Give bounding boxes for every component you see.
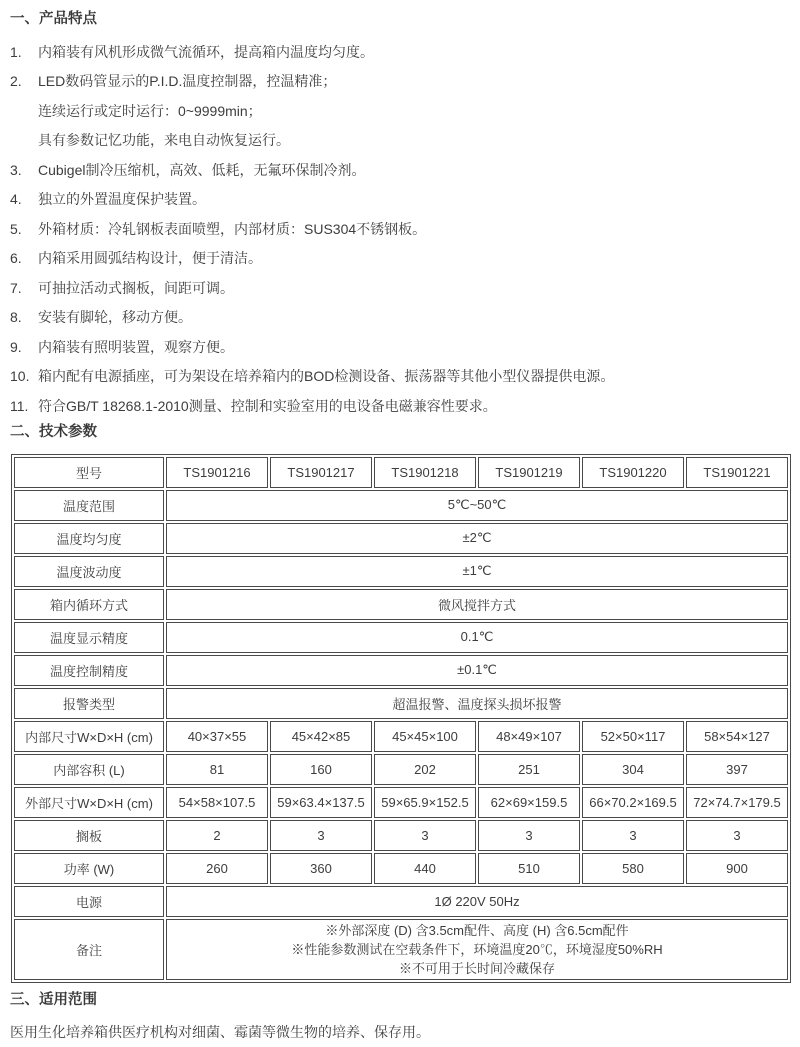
table-row-circulation — [14, 589, 788, 620]
spec-label-cell: 电源 — [14, 886, 164, 917]
table-row-temp-uniformity — [14, 523, 788, 554]
feature-text: LED数码管显示的P.I.D.温度控制器，控温精准； — [38, 73, 337, 90]
spec-label-cell: 温度均匀度 — [14, 523, 164, 554]
feature-number: 5. — [10, 220, 22, 237]
table-row-alarm-type — [14, 688, 788, 719]
table-row-temp-range — [14, 490, 788, 521]
table-row-temp-fluctuation — [14, 556, 788, 587]
feature-number: 7. — [10, 279, 22, 296]
feature-text: 具有参数记忆功能，来电自动恢复运行。 — [38, 132, 290, 149]
spec-remarks-cell — [166, 919, 788, 980]
table-row-model — [14, 457, 788, 488]
spec-value-cell: 1Ø 220V 50Hz — [166, 886, 788, 917]
spec-value-cell: 58×54×127 — [686, 721, 788, 752]
spec-label-cell: 箱内循环方式 — [14, 589, 164, 620]
spec-label-cell: 温度波动度 — [14, 556, 164, 587]
spec-value-cell: ±1℃ — [166, 556, 788, 587]
spec-label-cell: 内部尺寸W×D×H (cm) — [14, 721, 164, 752]
spec-label-cell: 温度控制精度 — [14, 655, 164, 686]
spec-value-cell: TS1901219 — [478, 457, 580, 488]
spec-value-cell: 440 — [374, 853, 476, 884]
spec-value-cell: 3 — [478, 820, 580, 851]
feature-text: 外箱材质：冷轧钢板表面喷塑，内部材质：SUS304不锈钢板。 — [38, 220, 427, 237]
spec-value-cell: 580 — [582, 853, 684, 884]
remark-line: ※不可用于长时间冷藏保存 — [398, 960, 555, 976]
scope-text: 医用生化培养箱供医疗机构对细菌、霉菌等微生物的培养、保存用。 — [10, 1024, 430, 1040]
table-row-inner-size — [14, 721, 788, 752]
features-heading: 一、产品特点 — [10, 11, 97, 27]
spec-label-cell: 搁板 — [14, 820, 164, 851]
spec-table — [11, 454, 791, 983]
spec-value-cell: 0.1℃ — [166, 622, 788, 653]
remark-line: ※外部深度 (D) 含3.5cm配件、高度 (H) 含6.5cm配件 — [325, 922, 629, 938]
table-row-shelves — [14, 820, 788, 851]
spec-value-cell: 3 — [582, 820, 684, 851]
spec-value-cell: 81 — [166, 754, 268, 785]
feature-line — [10, 244, 790, 274]
spec-label-cell: 备注 — [14, 919, 164, 980]
feature-number: 1. — [10, 43, 22, 60]
feature-line — [10, 185, 790, 215]
feature-line — [10, 332, 790, 362]
spec-label-cell: 温度显示精度 — [14, 622, 164, 653]
feature-line — [10, 126, 790, 156]
feature-number: 3. — [10, 161, 22, 178]
spec-value-cell: 3 — [270, 820, 372, 851]
scope-heading: 三、适用范围 — [10, 991, 97, 1008]
spec-value-cell: 900 — [686, 853, 788, 884]
table-row-volume — [14, 754, 788, 785]
spec-label-cell: 型号 — [14, 457, 164, 488]
feature-text: 内箱装有风机形成微气流循环，提高箱内温度均匀度。 — [38, 43, 374, 60]
feature-text: 安装有脚轮，移动方便。 — [38, 309, 192, 326]
spec-value-cell: 微风搅拌方式 — [166, 589, 788, 620]
spec-value-cell: 54×58×107.5 — [166, 787, 268, 818]
spec-value-cell: 160 — [270, 754, 372, 785]
spec-value-cell: 360 — [270, 853, 372, 884]
feature-line — [10, 362, 790, 392]
spec-value-cell: 40×37×55 — [166, 721, 268, 752]
remark-line: ※性能参数测试在空载条件下，环境温度20℃，环境湿度50%RH — [291, 941, 663, 957]
table-row-outer-size — [14, 787, 788, 818]
spec-value-cell: 59×65.9×152.5 — [374, 787, 476, 818]
spec-label-cell: 报警类型 — [14, 688, 164, 719]
spec-value-cell: 202 — [374, 754, 476, 785]
spec-value-cell: 3 — [686, 820, 788, 851]
spec-value-cell: 251 — [478, 754, 580, 785]
spec-value-cell: 5℃~50℃ — [166, 490, 788, 521]
feature-number: 4. — [10, 191, 22, 208]
spec-value-cell: TS1901220 — [582, 457, 684, 488]
spec-value-cell: 45×45×100 — [374, 721, 476, 752]
spec-value-cell: 66×70.2×169.5 — [582, 787, 684, 818]
spec-label-cell: 温度范围 — [14, 490, 164, 521]
feature-line — [10, 155, 790, 185]
feature-text: 内箱装有照明装置，观察方便。 — [38, 338, 234, 355]
specs-heading: 二、技术参数 — [10, 423, 97, 440]
feature-text: Cubigel制冷压缩机，高效、低耗，无氟环保制冷剂。 — [38, 161, 366, 178]
spec-value-cell: 304 — [582, 754, 684, 785]
spec-value-cell: 2 — [166, 820, 268, 851]
spec-label-cell: 功率 (W) — [14, 853, 164, 884]
spec-value-cell: 397 — [686, 754, 788, 785]
feature-line — [10, 96, 790, 126]
feature-line — [10, 214, 790, 244]
feature-line — [10, 303, 790, 333]
feature-text: 连续运行或定时运行：0~9999min； — [38, 102, 262, 119]
feature-text: 独立的外置温度保护装置。 — [38, 191, 206, 208]
feature-line — [10, 391, 790, 421]
spec-value-cell: TS1901217 — [270, 457, 372, 488]
spec-value-cell: 45×42×85 — [270, 721, 372, 752]
spec-value-cell: ±2℃ — [166, 523, 788, 554]
table-row-power — [14, 853, 788, 884]
spec-value-cell: 59×63.4×137.5 — [270, 787, 372, 818]
spec-value-cell: TS1901221 — [686, 457, 788, 488]
feature-number: 2. — [10, 73, 22, 90]
feature-text: 符合GB/T 18268.1-2010测量、控制和实验室用的电设备电磁兼容性要求。 — [38, 397, 497, 414]
spec-value-cell: 超温报警、温度探头损坏报警 — [166, 688, 788, 719]
feature-number: 11. — [10, 397, 29, 414]
spec-value-cell: 3 — [374, 820, 476, 851]
spec-value-cell: 62×69×159.5 — [478, 787, 580, 818]
feature-text: 内箱采用圆弧结构设计，便于清洁。 — [38, 250, 262, 267]
feature-text: 箱内配有电源插座，可为架设在培养箱内的BOD检测设备、振荡器等其他小型仪器提供电源。 — [38, 368, 615, 385]
table-row-remarks — [14, 919, 788, 980]
spec-value-cell: TS1901218 — [374, 457, 476, 488]
feature-line — [10, 37, 790, 67]
table-row-control-precision — [14, 655, 788, 686]
spec-value-cell: 72×74.7×179.5 — [686, 787, 788, 818]
spec-value-cell: ±0.1℃ — [166, 655, 788, 686]
feature-number: 8. — [10, 309, 22, 326]
spec-value-cell: 260 — [166, 853, 268, 884]
feature-number: 9. — [10, 338, 22, 355]
feature-number: 6. — [10, 250, 22, 267]
feature-line — [10, 273, 790, 303]
spec-value-cell: 48×49×107 — [478, 721, 580, 752]
table-row-power-supply — [14, 886, 788, 917]
table-row-display-precision — [14, 622, 788, 653]
spec-label-cell: 外部尺寸W×D×H (cm) — [14, 787, 164, 818]
feature-text: 可抽拉活动式搁板，间距可调。 — [38, 279, 234, 296]
spec-label-cell: 内部容积 (L) — [14, 754, 164, 785]
spec-value-cell: TS1901216 — [166, 457, 268, 488]
feature-number: 10. — [10, 368, 30, 385]
feature-list — [10, 37, 790, 421]
feature-line — [10, 67, 790, 97]
spec-value-cell: 52×50×117 — [582, 721, 684, 752]
spec-value-cell: 510 — [478, 853, 580, 884]
